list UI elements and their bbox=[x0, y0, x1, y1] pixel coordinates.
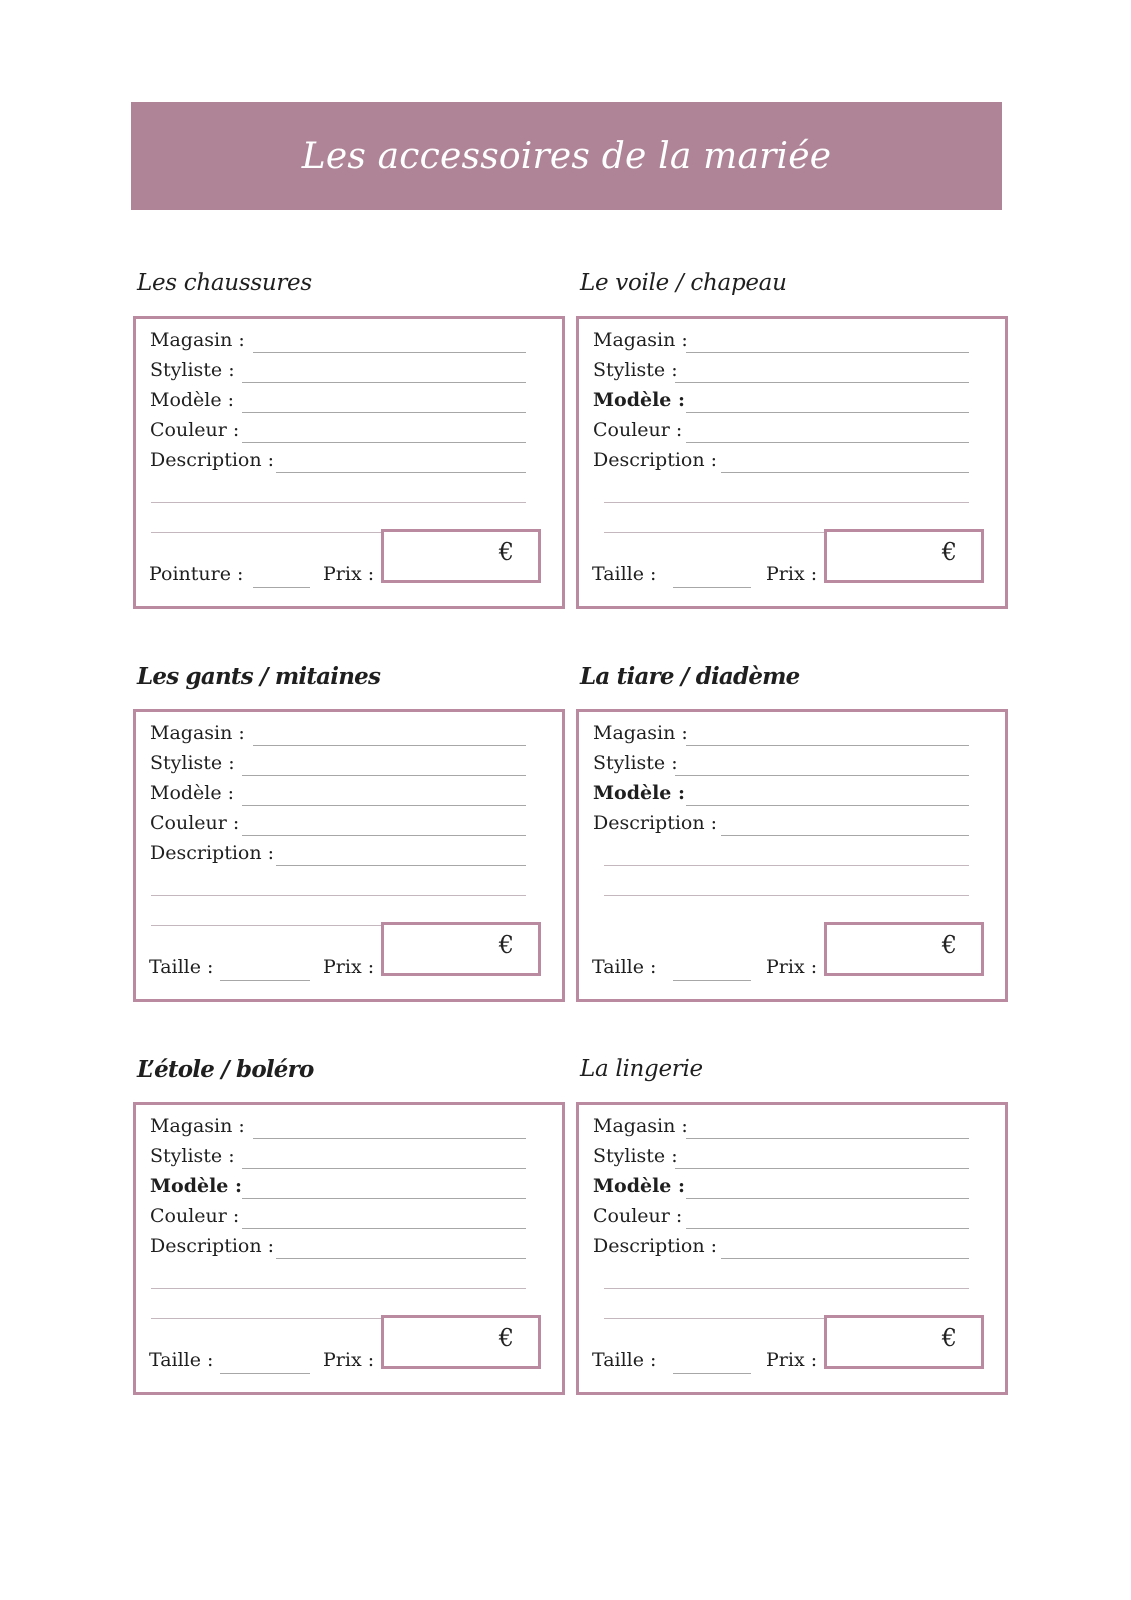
field-input-line[interactable] bbox=[242, 1198, 526, 1199]
form-field-row bbox=[593, 812, 993, 842]
euro-sign: € bbox=[498, 538, 514, 566]
field-label: Magasin : bbox=[593, 329, 688, 351]
field-input-line[interactable] bbox=[686, 745, 969, 746]
field-input-line[interactable] bbox=[721, 472, 969, 473]
form-field-row bbox=[150, 1205, 550, 1235]
section-heading: Les chaussures bbox=[137, 270, 312, 296]
field-input-line[interactable] bbox=[242, 442, 526, 443]
form-field-row bbox=[150, 449, 550, 479]
accessory-section bbox=[133, 270, 565, 610]
price-label: Prix : bbox=[323, 1349, 375, 1371]
price-input-box[interactable] bbox=[381, 922, 541, 976]
euro-sign: € bbox=[941, 1324, 957, 1352]
size-label: Taille : bbox=[592, 956, 657, 978]
form-card bbox=[576, 316, 1008, 609]
field-label: Magasin : bbox=[150, 722, 245, 744]
section-heading: Le voile / chapeau bbox=[580, 270, 787, 296]
form-field-row bbox=[593, 1115, 993, 1145]
form-field-row bbox=[593, 1205, 993, 1235]
form-field-row bbox=[150, 782, 550, 812]
size-input-line[interactable] bbox=[253, 587, 310, 588]
price-input-box[interactable] bbox=[824, 922, 984, 976]
field-label: Magasin : bbox=[150, 1115, 245, 1137]
title-banner bbox=[131, 102, 1002, 210]
price-label: Prix : bbox=[766, 563, 818, 585]
field-label: Styliste : bbox=[593, 359, 678, 381]
field-label: Description : bbox=[150, 1235, 275, 1257]
form-field-row bbox=[150, 419, 550, 449]
euro-sign: € bbox=[941, 931, 957, 959]
price-label: Prix : bbox=[323, 563, 375, 585]
form-field-row bbox=[593, 1175, 993, 1205]
field-label: Modèle : bbox=[150, 1175, 243, 1197]
field-input-line[interactable] bbox=[242, 805, 526, 806]
size-input-line[interactable] bbox=[220, 980, 310, 981]
form-field-row bbox=[150, 329, 550, 359]
field-input-line[interactable] bbox=[242, 1228, 526, 1229]
description-extra-line[interactable] bbox=[604, 1288, 969, 1289]
section-heading: L’étole / boléro bbox=[137, 1056, 314, 1083]
section-heading: Les gants / mitaines bbox=[137, 663, 381, 690]
field-label: Magasin : bbox=[593, 1115, 688, 1137]
field-label: Description : bbox=[150, 449, 275, 471]
euro-sign: € bbox=[498, 1324, 514, 1352]
field-label: Description : bbox=[593, 449, 718, 471]
euro-sign: € bbox=[498, 931, 514, 959]
form-field-row bbox=[593, 722, 993, 752]
field-input-line[interactable] bbox=[686, 1138, 969, 1139]
form-card bbox=[133, 316, 565, 609]
form-field-row bbox=[593, 752, 993, 782]
accessory-section bbox=[576, 1056, 1008, 1396]
form-card bbox=[576, 1102, 1008, 1395]
description-extra-line[interactable] bbox=[604, 865, 969, 866]
size-input-line[interactable] bbox=[220, 1373, 310, 1374]
form-field-row bbox=[593, 449, 993, 479]
field-label: Styliste : bbox=[150, 1145, 235, 1167]
form-field-row bbox=[150, 1235, 550, 1265]
field-input-line[interactable] bbox=[242, 835, 526, 836]
field-input-line[interactable] bbox=[686, 412, 969, 413]
field-input-line[interactable] bbox=[721, 1258, 969, 1259]
field-label: Couleur : bbox=[150, 812, 240, 834]
field-label: Description : bbox=[150, 842, 275, 864]
size-label: Taille : bbox=[149, 956, 214, 978]
form-field-row bbox=[150, 359, 550, 389]
size-label: Taille : bbox=[592, 1349, 657, 1371]
form-field-row bbox=[150, 722, 550, 752]
section-heading: La lingerie bbox=[580, 1056, 703, 1082]
field-input-line[interactable] bbox=[686, 442, 969, 443]
price-label: Prix : bbox=[766, 956, 818, 978]
size-label: Taille : bbox=[149, 1349, 214, 1371]
field-input-line[interactable] bbox=[675, 382, 969, 383]
field-input-line[interactable] bbox=[253, 745, 526, 746]
field-input-line[interactable] bbox=[675, 1168, 969, 1169]
field-label: Couleur : bbox=[150, 1205, 240, 1227]
accessory-section bbox=[576, 663, 1008, 1003]
field-input-line[interactable] bbox=[686, 1198, 969, 1199]
field-label: Modèle : bbox=[150, 782, 235, 804]
form-card bbox=[133, 709, 565, 1002]
form-field-row bbox=[593, 1235, 993, 1265]
page-title: Les accessoires de la mariée bbox=[301, 135, 832, 177]
accessory-section bbox=[133, 663, 565, 1003]
field-input-line[interactable] bbox=[253, 1138, 526, 1139]
size-input-line[interactable] bbox=[673, 587, 751, 588]
field-label: Modèle : bbox=[593, 1175, 686, 1197]
form-field-row bbox=[150, 1115, 550, 1145]
field-input-line[interactable] bbox=[276, 865, 526, 866]
price-input-box[interactable] bbox=[381, 529, 541, 583]
field-input-line[interactable] bbox=[276, 472, 526, 473]
size-label: Taille : bbox=[592, 563, 657, 585]
size-input-line[interactable] bbox=[673, 980, 751, 981]
field-label: Styliste : bbox=[150, 359, 235, 381]
field-input-line[interactable] bbox=[686, 352, 969, 353]
form-field-row bbox=[150, 1175, 550, 1205]
form-card bbox=[576, 709, 1008, 1002]
form-field-row bbox=[593, 389, 993, 419]
field-label: Couleur : bbox=[593, 1205, 683, 1227]
field-input-line[interactable] bbox=[242, 775, 526, 776]
form-card bbox=[133, 1102, 565, 1395]
field-input-line[interactable] bbox=[721, 835, 969, 836]
field-input-line[interactable] bbox=[242, 382, 526, 383]
description-extra-line[interactable] bbox=[604, 502, 969, 503]
form-field-row bbox=[150, 842, 550, 872]
section-heading: La tiare / diadème bbox=[580, 663, 800, 690]
price-label: Prix : bbox=[766, 1349, 818, 1371]
field-input-line[interactable] bbox=[253, 352, 526, 353]
accessory-section bbox=[576, 270, 1008, 610]
description-extra-line[interactable] bbox=[604, 895, 969, 896]
field-input-line[interactable] bbox=[276, 1258, 526, 1259]
description-extra-line[interactable] bbox=[151, 1288, 526, 1289]
price-input-box[interactable] bbox=[381, 1315, 541, 1369]
form-field-row bbox=[593, 359, 993, 389]
form-field-row bbox=[593, 1145, 993, 1175]
form-field-row bbox=[593, 419, 993, 449]
field-input-line[interactable] bbox=[686, 805, 969, 806]
form-field-row bbox=[150, 389, 550, 419]
field-input-line[interactable] bbox=[242, 412, 526, 413]
price-input-box[interactable] bbox=[824, 1315, 984, 1369]
field-label: Description : bbox=[593, 812, 718, 834]
price-input-box[interactable] bbox=[824, 529, 984, 583]
form-field-row bbox=[150, 1145, 550, 1175]
form-field-row bbox=[593, 782, 993, 812]
accessory-section bbox=[133, 1056, 565, 1396]
euro-sign: € bbox=[941, 538, 957, 566]
description-extra-line[interactable] bbox=[151, 502, 526, 503]
field-input-line[interactable] bbox=[675, 775, 969, 776]
form-field-row bbox=[593, 329, 993, 359]
field-input-line[interactable] bbox=[242, 1168, 526, 1169]
field-input-line[interactable] bbox=[686, 1228, 969, 1229]
size-label: Pointure : bbox=[149, 563, 244, 585]
price-label: Prix : bbox=[323, 956, 375, 978]
field-label: Couleur : bbox=[150, 419, 240, 441]
field-label: Modèle : bbox=[593, 389, 686, 411]
field-label: Magasin : bbox=[150, 329, 245, 351]
form-field-row bbox=[150, 752, 550, 782]
field-label: Modèle : bbox=[593, 782, 686, 804]
field-label: Magasin : bbox=[593, 722, 688, 744]
field-label: Couleur : bbox=[593, 419, 683, 441]
field-label: Description : bbox=[593, 1235, 718, 1257]
description-extra-line[interactable] bbox=[151, 895, 526, 896]
field-label: Styliste : bbox=[593, 752, 678, 774]
field-label: Styliste : bbox=[593, 1145, 678, 1167]
field-label: Styliste : bbox=[150, 752, 235, 774]
size-input-line[interactable] bbox=[673, 1373, 751, 1374]
field-label: Modèle : bbox=[150, 389, 235, 411]
form-field-row bbox=[150, 812, 550, 842]
